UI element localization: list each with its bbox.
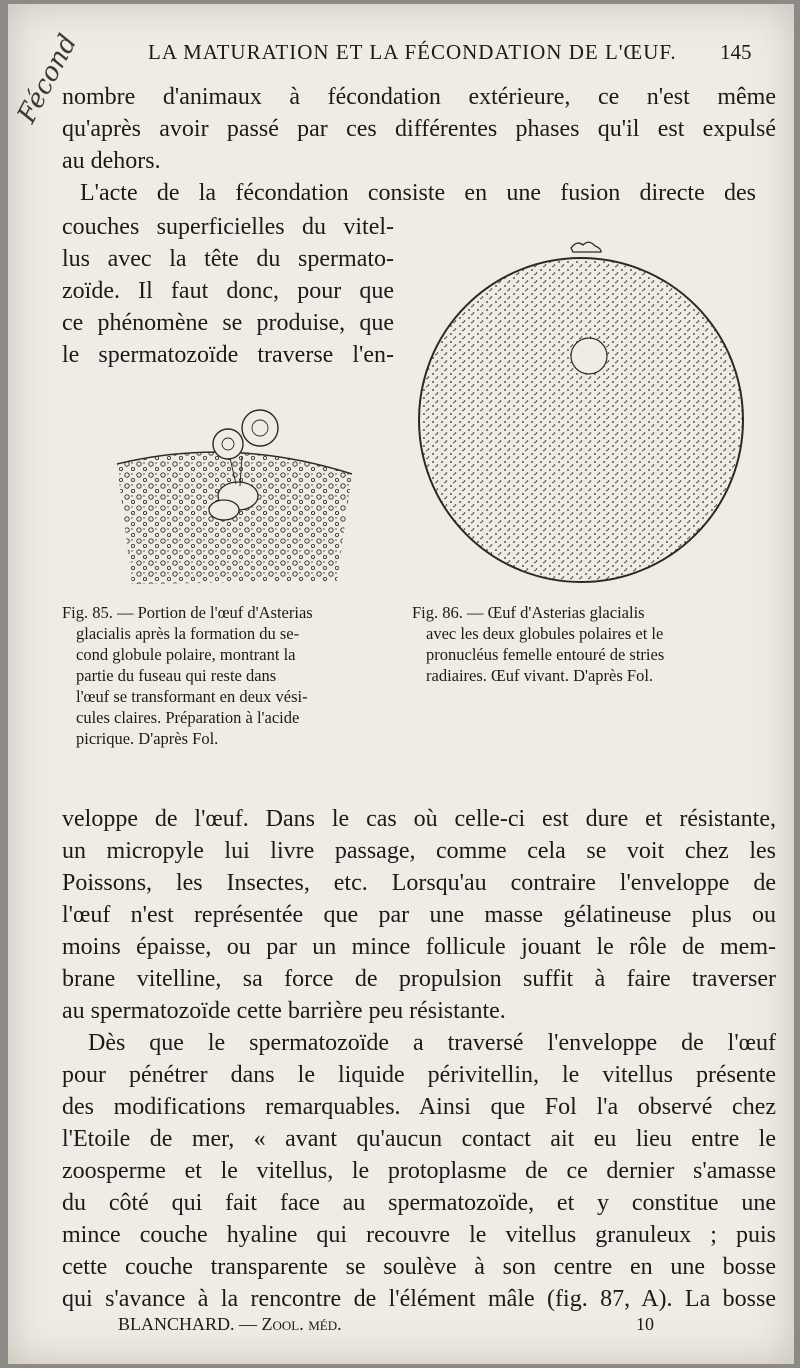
text-line: qui s'avance à la rencontre de l'élément mâle (fig. 87, A). La bosse <box>62 1286 776 1312</box>
text-line: nombre d'animaux à fécondation extérieure, ce n'est même <box>62 84 776 110</box>
text-line: l'œuf n'est représentée que par une masse gélatineuse plus ou <box>62 902 776 928</box>
caption-line: Fig. 86. — Œuf d'Asterias glacialis <box>412 603 645 622</box>
text-line: zoosperme et le vitellus, le protoplasme de ce dernier s'amasse <box>62 1158 776 1184</box>
text-line: zoïde. Il faut donc, pour que <box>62 278 394 304</box>
caption-line: partie du fuseau qui reste dans <box>76 666 277 685</box>
text-line: l'Etoile de mer, « avant qu'aucun contact ait eu lieu entre le <box>62 1126 776 1152</box>
text-line: qu'après avoir passé par ces différentes phases qu'il est expulsé <box>62 116 776 142</box>
text-line: ce phénomène se produise, que <box>62 310 394 336</box>
footer-author: BLANCHARD. — Zool. méd. <box>118 1314 342 1334</box>
text-line: veloppe de l'œuf. Dans le cas où celle-ci est dure et résistante, <box>62 806 776 832</box>
text-line: un micropyle lui livre passage, comme cela se voit chez les <box>62 838 776 864</box>
text-line: cette couche transparente se soulève à son centre en une bosse <box>62 1254 776 1280</box>
book-page <box>8 4 794 1364</box>
figure-85-egg-portion <box>112 406 362 586</box>
caption-line: picrique. D'après Fol. <box>76 729 219 748</box>
text-line: le spermatozoïde traverse l'en- <box>62 342 394 368</box>
text-line: Poissons, les Insectes, etc. Lorsqu'au contraire l'enveloppe de <box>62 870 776 896</box>
caption-line: glacialis après la formation du se- <box>76 624 300 643</box>
figure-86-whole-egg <box>413 236 749 588</box>
caption-line: radiaires. Œuf vivant. D'après Fol. <box>426 666 654 685</box>
footer-signature: 10 <box>636 1314 654 1334</box>
text-line: Dès que le spermatozoïde a traversé l'enveloppe de l'œuf <box>88 1030 776 1056</box>
text-line: au spermatozoïde cette barrière peu résistante. <box>62 998 506 1024</box>
caption-line: Fig. 85. — Portion de l'œuf d'Asterias <box>62 603 313 622</box>
caption-line: cules claires. Préparation à l'acide <box>76 708 300 727</box>
caption-line: pronucléus femelle entouré de stries <box>426 645 665 664</box>
caption-line: cond globule polaire, montrant la <box>76 645 296 664</box>
text-line: lus avec la tête du spermato- <box>62 246 394 272</box>
text-line: moins épaisse, ou par un mince follicule jouant le rôle de mem- <box>62 934 776 960</box>
text-line: L'acte de la fécondation consiste en une fusion directe des <box>80 180 756 206</box>
page-number: 145 <box>720 40 752 64</box>
text-line: des modifications remarquables. Ainsi que Fol l'a observé chez <box>62 1094 776 1120</box>
text-line: au dehors. <box>62 148 161 174</box>
text-line: mince couche hyaline qui recouvre le vitellus granuleux ; puis <box>62 1222 776 1248</box>
caption-line: avec les deux globules polaires et le <box>426 624 664 643</box>
running-header: LA MATURATION ET LA FÉCONDATION DE L'ŒUF. <box>148 40 677 64</box>
text-line: brane vitelline, sa force de propulsion suffit à faire traverser <box>62 966 776 992</box>
text-line: du côté qui fait face au spermatozoïde, et y constitue une <box>62 1190 776 1216</box>
handwritten-margin-note: Fécond <box>12 29 84 129</box>
text-line: pour pénétrer dans le liquide périvitellin, le vitellus présente <box>62 1062 776 1088</box>
text-line: couches superficielles du vitel- <box>62 214 394 240</box>
caption-line: l'œuf se transformant en deux vési- <box>76 687 308 706</box>
